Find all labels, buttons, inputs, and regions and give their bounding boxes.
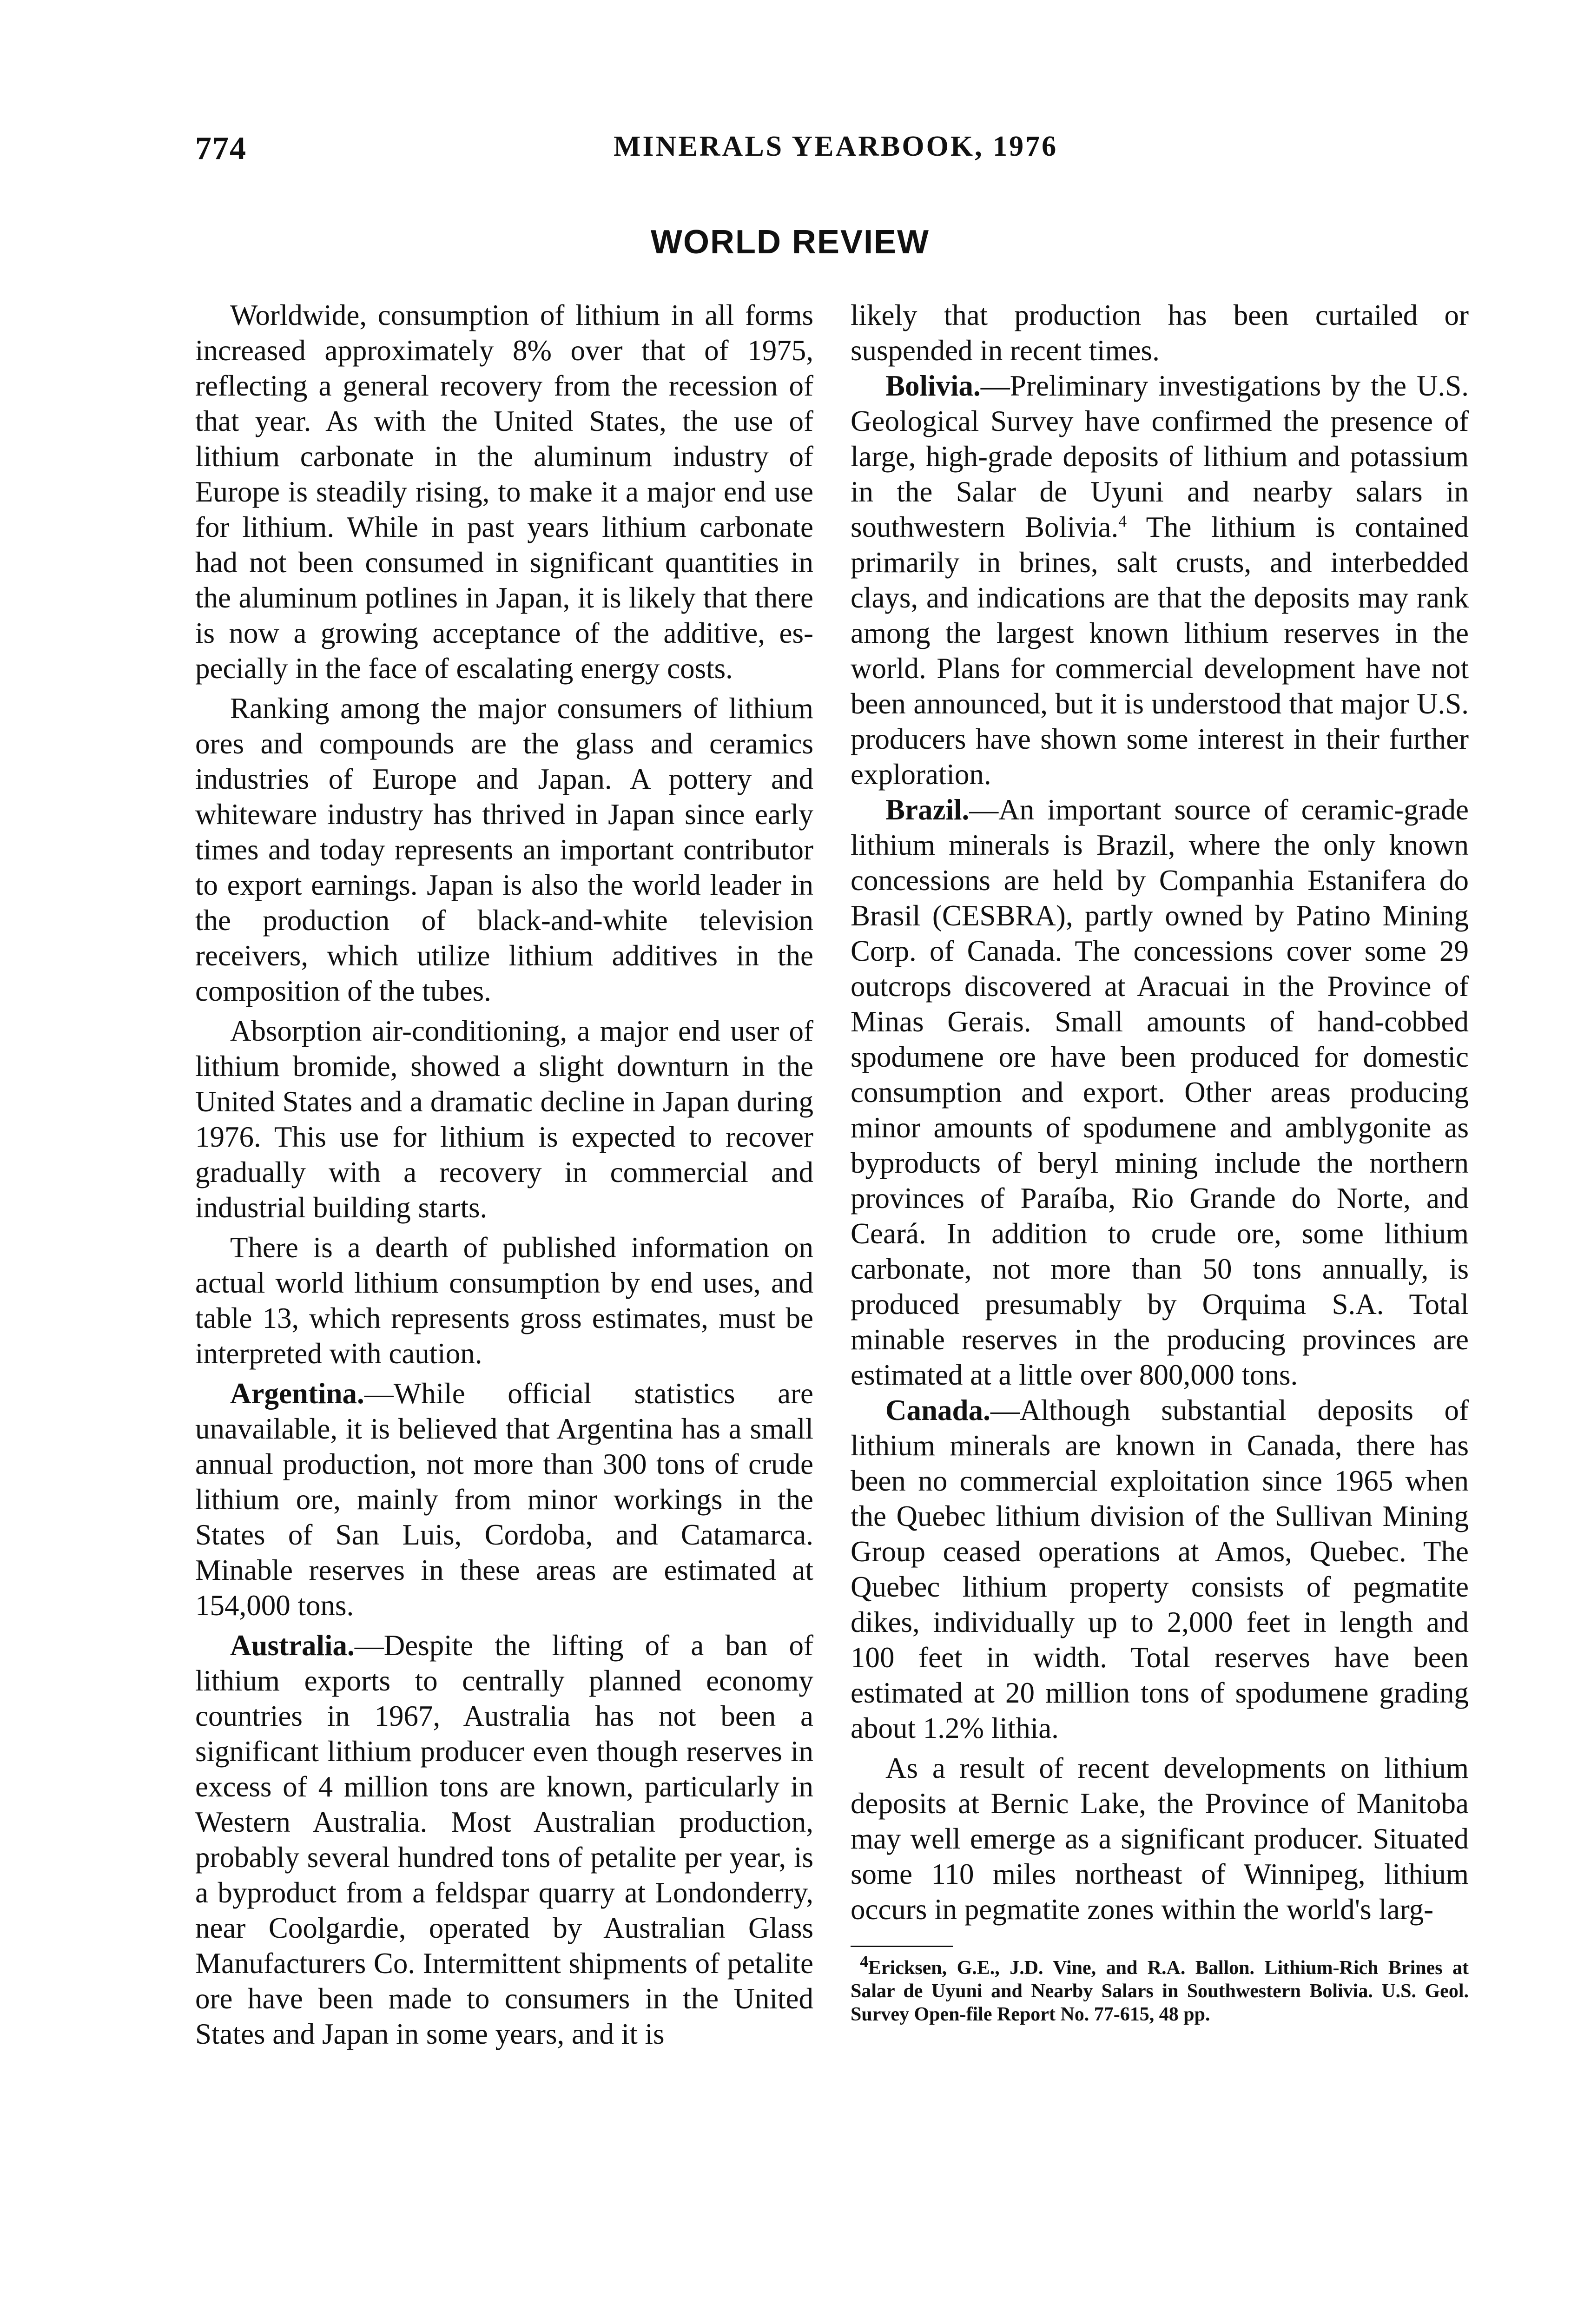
paragraph: Absorption air-conditioning, a major end user of lithium bromide, showed a slight downturn in the United States and a dramatic decline in Japan during 1976. This use for lithium is expected to recover gradually with a recovery in commercial and industrial building starts. bbox=[195, 1015, 813, 1224]
footnote-reference: 4 bbox=[1118, 512, 1127, 530]
paragraph-text: —While official statistics are unavailable, it is believed that Argentina has a small annual production, not more than 300 tons of crude lithium ore, mainly from minor workings in the States of San Luis, Cordoba, and Catamarca. Minable reserves in these areas are estimated at 154,000 tons. bbox=[195, 1377, 813, 1622]
country-heading-argentina: Argentina. bbox=[230, 1377, 364, 1410]
left-column bbox=[195, 297, 813, 2052]
right-column bbox=[851, 297, 1469, 2026]
country-heading-canada: Canada. bbox=[885, 1394, 990, 1426]
paragraph-text: —Despite the lifting of a ban of lithium exports to centrally planned economy countries in 1967, Australia has not been a significant lithium producer even though reserves in excess of 4 million tons are known, particularly in Western Australia. Most Australian production, probably several hundred tons of petalite per year, is a byproduct from a feldspar quarry at Londonderry, near Coolgardie, operated by Australian Glass Manufacturers Co. Intermittent shipments of petalite ore have been made to consumers in the United States and Japan in some years, and it is bbox=[195, 1629, 813, 2050]
running-head: MINERALS YEARBOOK, 1976 bbox=[614, 131, 1058, 162]
paragraph-australia bbox=[195, 1628, 813, 2052]
paragraph-continued: likely that production has been curtailed or suspended in recent times. bbox=[851, 299, 1469, 367]
paragraph-text: —Preliminary investigations by the U.S. Geological Survey have confirmed the presence of large, high-grade deposits of lithium and potassium in the Salar de Uyuni and nearby salars in southwestern Bolivia. bbox=[851, 370, 1469, 543]
paragraph: Worldwide, consumption of lithium in all forms increased approximately 8% over that of 1975, reflecting a general recovery from the recession of that year. As with the United States, the use of lithium carbonate in the aluminum industry of Europe is steadily rising, to make it a major end use for lithium. While in past years lithium carbonate had not been consumed in significant quantities in the aluminum potlines in Japan, it is likely that there is now a growing acceptance of the additive, especially in the face of escalating energy costs. bbox=[195, 299, 813, 685]
paragraph: Ranking among the major consumers of lithium ores and compounds are the glass and ceramics industries of Europe and Japan. A pottery and whiteware industry has thrived in Japan since early times and today represents an important contributor to export earnings. Japan is also the world leader in the production of black-and-white television receivers, which utilize lithium additives in the composition of the tubes. bbox=[195, 692, 813, 1007]
page-header bbox=[195, 130, 1534, 172]
paragraph-text: The lithium is contained primarily in brines, salt crusts, and interbedded clays, and indications are that the deposits may rank among the largest known lithium reserves in the world. Plans for commercial development have not been announced, but it is understood that major U.S. producers have shown some interest in their further exploration. bbox=[851, 511, 1469, 791]
paragraph-argentina bbox=[195, 1376, 813, 1623]
paragraph-canada bbox=[851, 1393, 1469, 1746]
page-number: 774 bbox=[195, 131, 247, 166]
section-title: WORLD REVIEW bbox=[651, 224, 930, 261]
paragraph-text: —An important source of ceramic-grade lithium minerals is Brazil, where the only known concessions are held by Companhia Estanifera do Brasil (CESBRA), partly owned by Patino Mining Corp. of Canada. The concessions cover some 29 outcrops discovered at Aracuai in the Province of Minas Gerais. Small amounts of hand-cobbed spodumene ore have been produced for domestic consumption and export. Other areas producing minor amounts of spodumene and amblygonite as byproducts of beryl mining include the northern provinces of Paraíba, Rio Grande do Norte, and Ceará. In addition to crude ore, some lithium carbonate, not more than 50 tons annually, is produced presumably by Orquima S.A. Total minable reserves in the producing provinces are estimated at a little over 800,000 tons. bbox=[851, 793, 1469, 1391]
country-heading-brazil: Brazil. bbox=[885, 793, 970, 826]
paragraph-text: —Although substantial deposits of lithium minerals are known in Canada, there has been no commercial exploitation since 1965 when the Quebec lithium division of the Sullivan Mining Group ceased operations at Amos, Quebec. The Quebec lithium property consists of pegmatite dikes, individually up to 2,000 feet in length and 100 feet in width. Total reserves have been estimated at 20 million tons of spodumene grading about 1.2% lithia. bbox=[851, 1394, 1469, 1744]
paragraph-bolivia bbox=[851, 368, 1469, 792]
paragraph: There is a dearth of published information on actual world lithium consumption by end uses, and table 13, which represents gross estimates, must be interpreted with caution. bbox=[195, 1231, 813, 1370]
country-heading-australia: Australia. bbox=[230, 1629, 355, 1662]
footnote-marker: 4 bbox=[860, 1952, 868, 1971]
paragraph-brazil bbox=[851, 792, 1469, 1393]
footnote-body: Ericksen, G.E., J.D. Vine, and R.A. Ballon. Lithium-Rich Brines at Salar de Uyuni and Nearby Salars in Southwestern Bolivia. U.S. Geol. Survey Open-file Report No. 77-615, 48 pp. bbox=[851, 1957, 1469, 2025]
footnote-divider bbox=[851, 1946, 953, 1947]
footnote-text bbox=[851, 1952, 1469, 2026]
country-heading-bolivia: Bolivia. bbox=[885, 370, 981, 402]
footnote bbox=[851, 1952, 1469, 2026]
paragraph: As a result of recent developments on lithium deposits at Bernic Lake, the Province of Manitoba may well emerge as a significant producer. Situated some 110 miles northeast of Winnipeg, lithium occurs in pegmatite zones within the world's larg- bbox=[851, 1752, 1469, 1926]
